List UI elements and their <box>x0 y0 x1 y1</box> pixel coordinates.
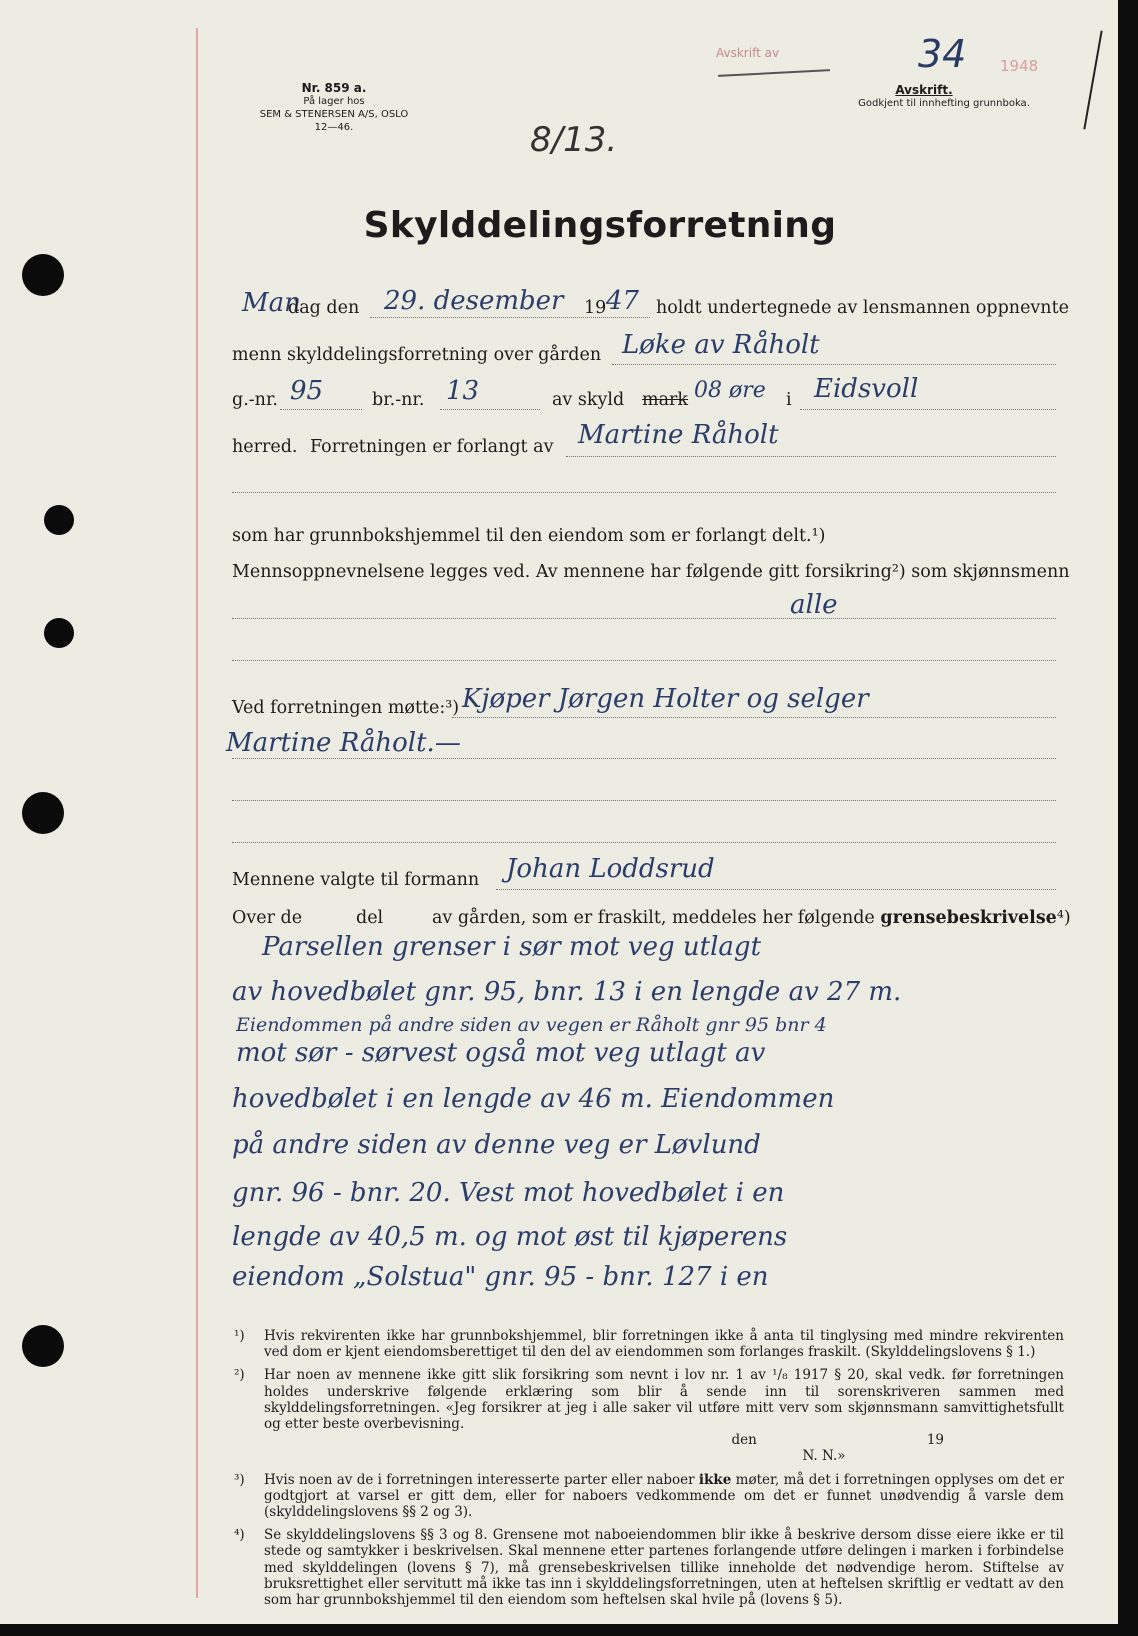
stamp-stroke <box>718 69 830 77</box>
attended-label: Ved forretningen møtte:³) <box>232 698 460 718</box>
footnote-mark: ⁴) <box>234 1527 245 1544</box>
description-line: på andre siden av denne veg er Løvlund <box>232 1130 761 1160</box>
boundary-label <box>432 908 1071 928</box>
fill-line <box>800 409 1056 410</box>
sig-den: den <box>731 1432 757 1449</box>
footnote-text: Hvis rekvirenten ikke har grunnbokshjemmel, blir forretningen ikke å anta til tinglysing med mindre rekvirenten ved dom er kjent eiendomsberettiget til den del av eiendommen som forlanges fraskilt. (Skylddelingslovens § 1.) <box>264 1328 1064 1361</box>
printer-line: På lager hos <box>303 96 365 107</box>
punch-hole <box>44 505 74 535</box>
footnote-text: Hvis noen av de i forretningen interesserte parter eller naboer <box>264 1471 695 1488</box>
footnote <box>234 1527 1064 1608</box>
punch-hole <box>22 792 64 834</box>
held-text: holdt undertegnede av lensmannen oppnevnte <box>656 298 1069 318</box>
fill-line <box>370 317 650 318</box>
printer-line: SEM & STENERSEN A/S, OSLO <box>259 109 409 120</box>
handwritten-farm: Løke av Råholt <box>622 330 820 360</box>
gnr-label: g.-nr. <box>232 390 278 410</box>
handwritten-herred: Eidsvoll <box>814 374 919 404</box>
bnr-label: br.-nr. <box>372 390 425 410</box>
sig-year: 19 <box>926 1432 944 1449</box>
fill-line <box>452 717 1056 718</box>
description-line: mot sør - sørvest også mot veg utlagt av <box>236 1038 766 1068</box>
scan-edge <box>1118 0 1138 1636</box>
footnote-text: Har noen av mennene ikke gitt slik forsikring som nevnt i lov nr. 1 av ¹/₈ 1917 § 20, skal vedk. før forretningen holdes underskrive følgende erklæring som blir å sende inn til sorenskriveren sammen med skylddelingsforretningen. «Jeg forsikrer at jeg i alle saker vil utføre mitt verv som skjønnsmann samvittighetsfullt og etter beste overbevisning. <box>264 1367 1064 1433</box>
handwritten-date: 29. desember <box>384 286 564 316</box>
footnote-mark: ²) <box>234 1367 245 1384</box>
footnote <box>234 1328 1064 1360</box>
sig-nn: N. N.» <box>802 1448 846 1465</box>
handwritten-year: 47 <box>606 286 640 316</box>
handwritten-attended: Martine Råholt.— <box>226 728 461 758</box>
punch-hole <box>22 254 64 296</box>
description-line: Parsellen grenser i sør mot veg utlagt <box>262 932 762 962</box>
menn-text: Mennsoppnevnelsene legges ved. Av mennene har følgende gitt forsikring²) som skjønnsmenn <box>232 562 1070 582</box>
page-number: 34 <box>918 32 967 76</box>
printer-line: 12—46. <box>314 122 354 133</box>
avskrift-title: Avskrift. <box>895 83 953 97</box>
farm-label: menn skylddelingsforretning over gården <box>232 345 602 365</box>
printer-imprint <box>244 82 424 134</box>
boundary-text: av gården, som er fraskilt, meddeles her følgende <box>432 908 875 928</box>
handwritten-menn: alle <box>790 590 838 620</box>
description-line: av hovedbølet gnr. 95, bnr. 13 i en lengde av 27 m. <box>232 977 902 1007</box>
boundary-bold: grensebeskrivelse <box>880 908 1057 928</box>
footnote-text: møter, må det i forretningen opplyses om det er godtgjort at varsel er gitt dem, eller for naboers vedkommende om det er funnet unødvendig å varsle dem (skylddelingslovens §§ 2 og 3). <box>264 1471 1065 1521</box>
punch-hole <box>22 1325 64 1367</box>
foreman-label: Mennene valgte til formann <box>232 870 480 890</box>
day-label: dag den <box>288 298 360 318</box>
description-line: hovedbølet i en lengde av 46 m. Eiendommen <box>232 1084 835 1114</box>
hjemmel-text: som har grunnbokshjemmel til den eiendom som er forlangt delt.¹) <box>232 526 826 546</box>
punch-hole <box>44 618 74 648</box>
herred-label: herred. <box>232 437 298 457</box>
avskrift-block <box>824 83 1064 111</box>
handwritten-requester: Martine Råholt <box>578 420 779 450</box>
handwritten-foreman: Johan Loddsrud <box>506 854 715 884</box>
over-de-label: Over de <box>232 908 303 928</box>
skyld-label: av skyld <box>552 390 625 410</box>
fill-line <box>232 492 1056 493</box>
handwritten-ore: 08 øre <box>694 378 766 403</box>
document-title: Skylddelingsforretning <box>363 205 837 246</box>
description-line: lengde av 40,5 m. og mot øst til kjøperens <box>232 1222 788 1252</box>
scan-edge <box>0 1624 1138 1636</box>
side-note: 8/13. <box>530 120 618 160</box>
footnote-mark: ¹) <box>234 1328 245 1344</box>
fill-line <box>232 800 1056 801</box>
fill-line <box>440 409 540 410</box>
avskrift-subtitle: Godkjent til innhefting grunnboka. <box>858 98 1030 109</box>
i-label: i <box>786 390 792 410</box>
fill-line <box>280 409 362 410</box>
fill-line <box>232 618 1056 619</box>
fill-line <box>232 660 1056 661</box>
margin-rule <box>196 28 198 1598</box>
footnote <box>234 1472 1064 1521</box>
faded-stamp: Avskrift av <box>716 46 780 60</box>
description-line: gnr. 96 - bnr. 20. Vest mot hovedbølet i en <box>232 1178 785 1208</box>
footnotes <box>234 1328 1064 1615</box>
handwritten-bnr: 13 <box>446 376 480 406</box>
year-prefix: 19 <box>584 298 607 318</box>
fill-line <box>496 889 1056 890</box>
footnote <box>234 1367 1064 1464</box>
boundary-mark: ⁴) <box>1056 908 1071 928</box>
pen-stroke <box>1083 31 1102 130</box>
signature-row <box>264 1432 1064 1448</box>
handwritten-day: Man <box>242 288 301 318</box>
del-label: del <box>356 908 384 928</box>
description-line: Eiendommen på andre siden av vegen er Råholt gnr 95 bnr 4 <box>236 1014 827 1036</box>
footnote-text: Se skylddelingslovens §§ 3 og 8. Grensene mot naboeiendommen blir ikke å beskrive dersom disse eiere ikke er til stede og samtykker i beskrivelsen. Skal mennene etter partenes forlangende utføre delingen i marken i forbindelse med skylddelingen (lovens § 7), må grensebeskrivelsen tillike inneholde det nødvendige herom. Stiftelse av bruksrettighet eller servitutt må ikke tas inn i skylddelingsforretningen, uten at heftelsen skriftlig er vedtatt av den som har grunnbokshjemmel til den eiendom som heftelsen skal hvile på (lovens § 5). <box>264 1527 1064 1609</box>
page-year-stamp: 1948 <box>1000 57 1039 75</box>
form-number: Nr. 859 a. <box>301 81 367 95</box>
mark-label: mark <box>642 390 688 410</box>
footnote-bold: ikke <box>698 1471 732 1488</box>
description-line: eiendom „Solstua" gnr. 95 - bnr. 127 i en <box>232 1262 769 1292</box>
fill-line <box>232 842 1056 843</box>
fill-line <box>232 758 1056 759</box>
fill-line <box>612 364 1056 365</box>
requested-label: Forretningen er forlangt av <box>310 437 554 457</box>
handwritten-gnr: 95 <box>290 376 324 406</box>
footnote-mark: ³) <box>234 1471 245 1488</box>
handwritten-attended: Kjøper Jørgen Holter og selger <box>462 684 869 714</box>
fill-line <box>566 456 1056 457</box>
